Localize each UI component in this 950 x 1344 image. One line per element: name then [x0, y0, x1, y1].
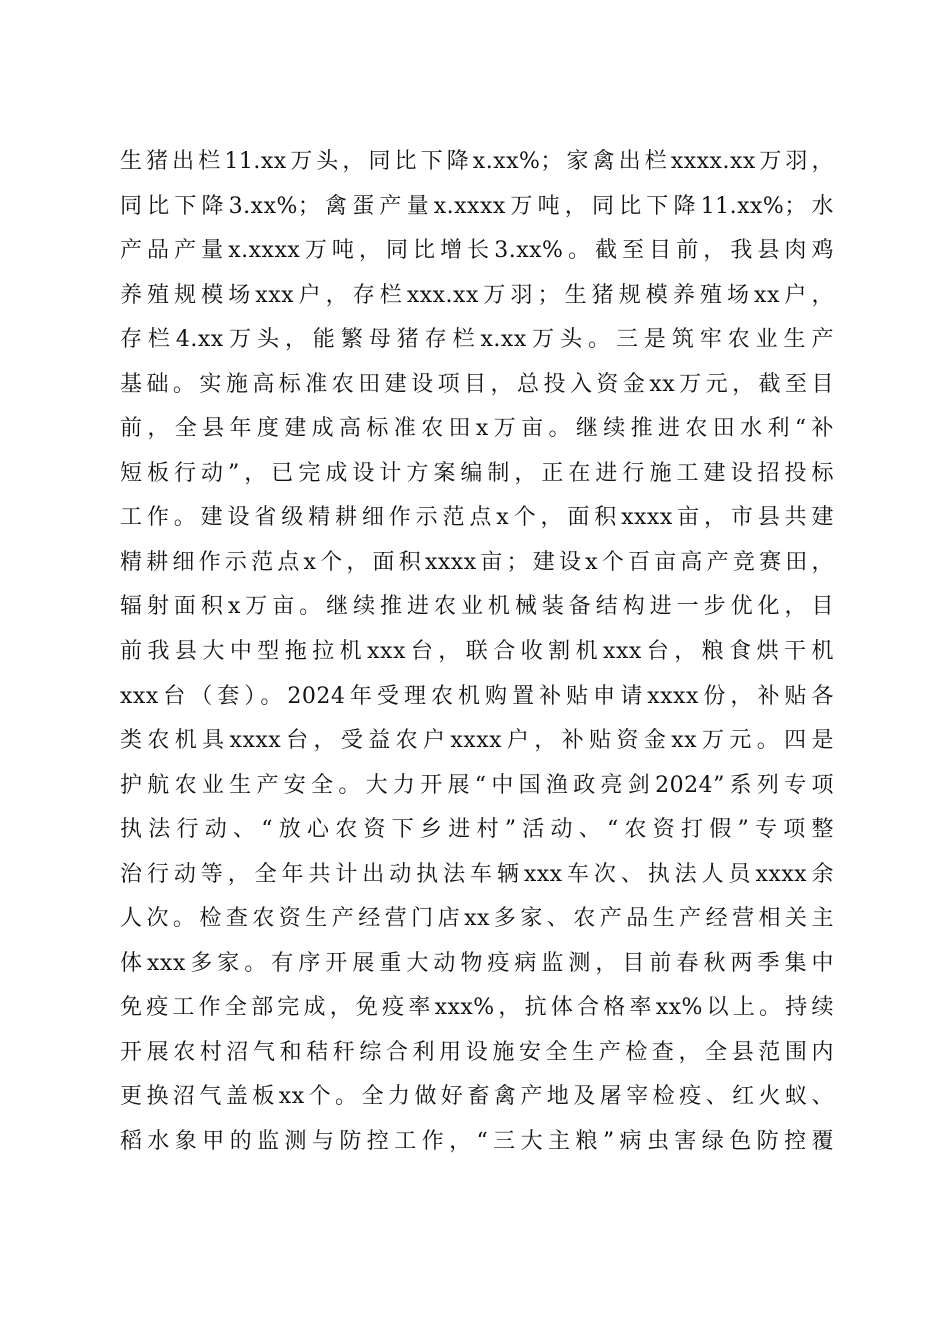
text-line: 执法行动、“放心农资下乡进村”活动、“农资打假”专项整: [120, 817, 834, 843]
text-line: 短板行动”，已完成设计方案编制，正在进行施工建设招投标: [120, 460, 834, 486]
text-line: 生猪出栏11.xx万头，同比下降x.xx%；家禽出栏xxxx.xx万羽，: [120, 149, 834, 174]
text-line: 前，全县年度建成高标准农田x万亩。继续推进农田水利“补: [120, 416, 834, 442]
text-line: 产品产量x.xxxx万吨，同比增长3.xx%。截至目前，我县肉鸡: [120, 238, 834, 264]
text-line: 养殖规模场xxx户，存栏xxx.xx万羽；生猪规模养殖场xx户，: [120, 282, 834, 308]
text-line: 稻水象甲的监测与防控工作，“三大主粮”病虫害绿色防控覆: [120, 1129, 834, 1155]
text-line: 同比下降3.xx%；禽蛋产量x.xxxx万吨，同比下降11.xx%；水: [120, 193, 834, 219]
text-line: 人次。检查农资生产经营门店xx多家、农产品生产经营相关主: [120, 906, 834, 932]
text-line: 存栏4.xx万头，能繁母猪存栏x.xx万头。三是筑牢农业生产: [120, 327, 834, 353]
text-line: 前我县大中型拖拉机xxx台，联合收割机xxx台，粮食烘干机: [120, 639, 834, 665]
body-paragraph: [120, 145, 834, 1170]
text-line: 护航农业生产安全。大力开展“中国渔政亮剑2024”系列专项: [120, 772, 834, 798]
text-line: xxx台（套）。2024年受理农机购置补贴申请xxxx份，补贴各: [120, 683, 834, 709]
text-line: 治行动等，全年共计出动执法车辆xxx车次、执法人员xxxx余: [120, 861, 834, 887]
text-line: 基础。实施高标准农田建设项目，总投入资金xx万元，截至目: [120, 371, 834, 397]
text-line: 更换沼气盖板xx个。全力做好畜禽产地及屠宰检疫、红火蚁、: [120, 1084, 834, 1110]
text-line: 体xxx多家。有序开展重大动物疫病监测，目前春秋两季集中: [120, 950, 834, 976]
text-line: 精耕细作示范点x个，面积xxxx亩；建设x个百亩高产竞赛田，: [120, 549, 834, 575]
text-line: 免疫工作全部完成，免疫率xxx%，抗体合格率xx%以上。持续: [120, 995, 834, 1021]
text-line: 类农机具xxxx台，受益农户xxxx户，补贴资金xx万元。四是: [120, 728, 834, 754]
text-line: 开展农村沼气和秸秆综合利用设施安全生产检查，全县范围内: [120, 1039, 834, 1065]
text-line: 工作。建设省级精耕细作示范点x个，面积xxxx亩，市县共建: [120, 505, 834, 531]
text-line: 辐射面积x万亩。继续推进农业机械装备结构进一步优化，目: [120, 594, 834, 620]
